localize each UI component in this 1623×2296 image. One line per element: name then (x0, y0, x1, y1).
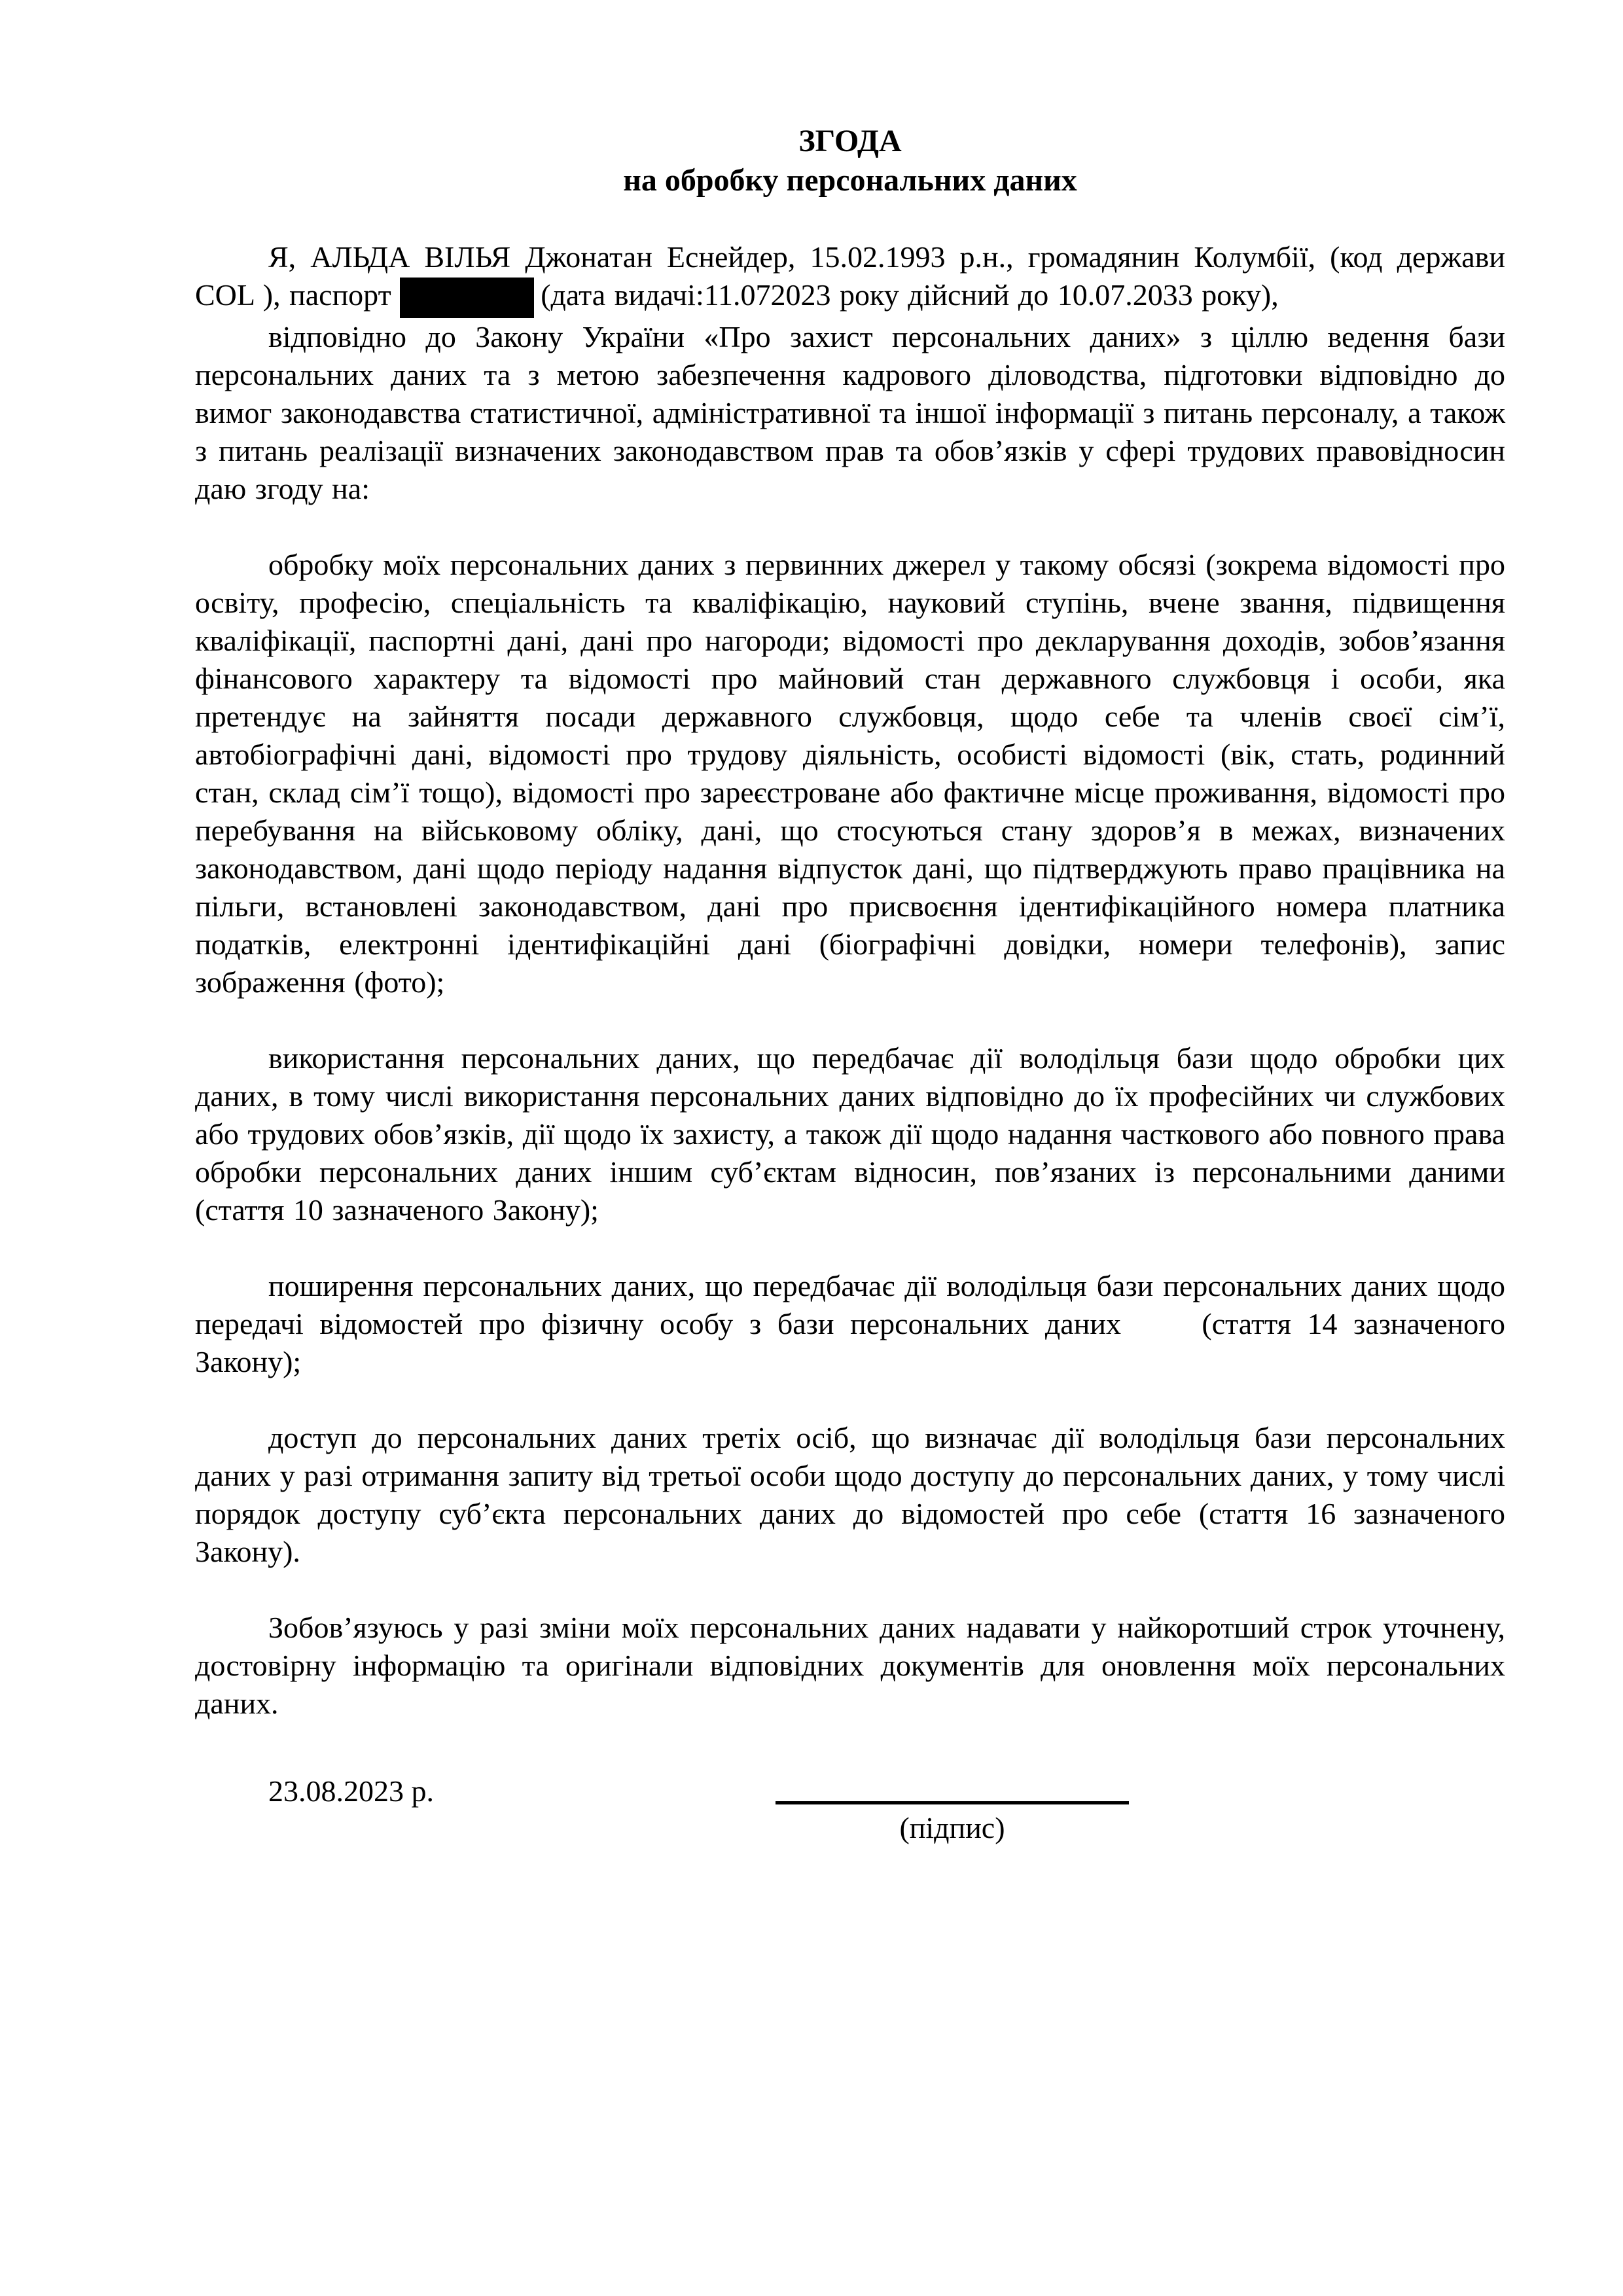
paragraph-distribution-of-data: поширення персональних даних, що передбачає дії володільця бази персональних даних щодо передачі відомостей про фізичну особу з бази персональних даних (стаття 14 зазначеного Закону); (195, 1269, 1505, 1379)
paragraph-processing-scope: обробку моїх персональних даних з первинних джерел у такому обсязі (зокрема відомості про освіту, професію, спеціальність та кваліфікацію, науковий ступінь, вчене звання, підвищення кваліфікації, паспортні дані, дані про нагороди; відомості про декларування доходів, зобов’язання фінансового характеру та відомості про майновий стан державного службовця і особи, яка претендує на зайняття посади державного службовця, щодо себе та членів своєї сім’ї, автобіографічні дані, відомості про трудову діяльність, особисті відомості (вік, стать, родинний стан, склад сім’ї тощо), відомості про зареєстроване або фактичне місце проживання, відомості про перебування на військовому обліку, дані, що стосуються стану здоров’я в межах, визначених законодавством, дані щодо періоду надання відпусток дані, що підтверджують право працівника на пільги, встановлені законодавством, дані про присвоєння ідентифікаційного номера платника податків, електронні ідентифікаційні дані (біографічні довідки, номери телефонів), запис зображення (фото); (195, 548, 1505, 999)
signature-block (776, 1772, 1129, 1848)
intro-text-after-redaction: (дата видачі:11.072023 року дійсний до 10.07.2033 року), (541, 278, 1279, 312)
paragraph-update-obligation: Зобов’язуюсь у разі зміни моїх персональних даних надавати у найкоротший строк уточнену, достовірну інформацію та оригінали відповідних документів для оновлення моїх персональних даних. (195, 1611, 1505, 1721)
paragraph-usage-of-data: використання персональних даних, що передбачає дії володільця бази щодо обробки цих даних, в тому числі використання персональних даних відповідно до їх професійних чи службових або трудових обов’язків, дії щодо їх захисту, а також дії щодо надання часткового або повного права обробки персональних даних іншим суб’єктам відносин, пов’язаних із персональними даними (стаття 10 зазначеного Закону); (195, 1041, 1505, 1227)
document-title: ЗГОДА (798, 124, 902, 158)
signature-section (195, 1772, 1505, 1848)
document-subtitle: на обробку персональних даних (623, 163, 1077, 198)
paragraph-legal-basis: відповідно до Закону України «Про захист персональних даних» з ціллю ведення бази персональних даних та з метою забезпечення кадрового діловодства, підготовки відповідно до вимог законодавства статистичної, адміністративної та іншої інформації з питань персоналу, а також з питань реалізації визначених законодавством прав та обов’язків у сфері трудових правовідносин даю згоду на: (195, 320, 1505, 506)
signature-caption: (підпис) (899, 1811, 1005, 1845)
document-date: 23.08.2023 р. (268, 1774, 434, 1808)
signature-line (776, 1772, 1129, 1804)
document-body (195, 238, 1505, 1723)
paragraph-third-party-access: доступ до персональних даних третіх осіб, що визначає дії володільця бази персональних даних у разі отримання запиту від третьої особи щодо доступу до персональних даних, у тому числі порядок доступу суб’єкта персональних даних до відомостей про себе (стаття 16 зазначеного Закону). (195, 1421, 1505, 1569)
redacted-passport-number-box (400, 278, 534, 318)
intro-text-before-redaction: Я, АЛЬДА ВІЛЬЯ Джонатан Еснейдер, 15.02.1993 р.н., громадянин Колумбії, (код держави COL ), паспорт (195, 240, 1505, 312)
intro-paragraph (195, 238, 1505, 318)
